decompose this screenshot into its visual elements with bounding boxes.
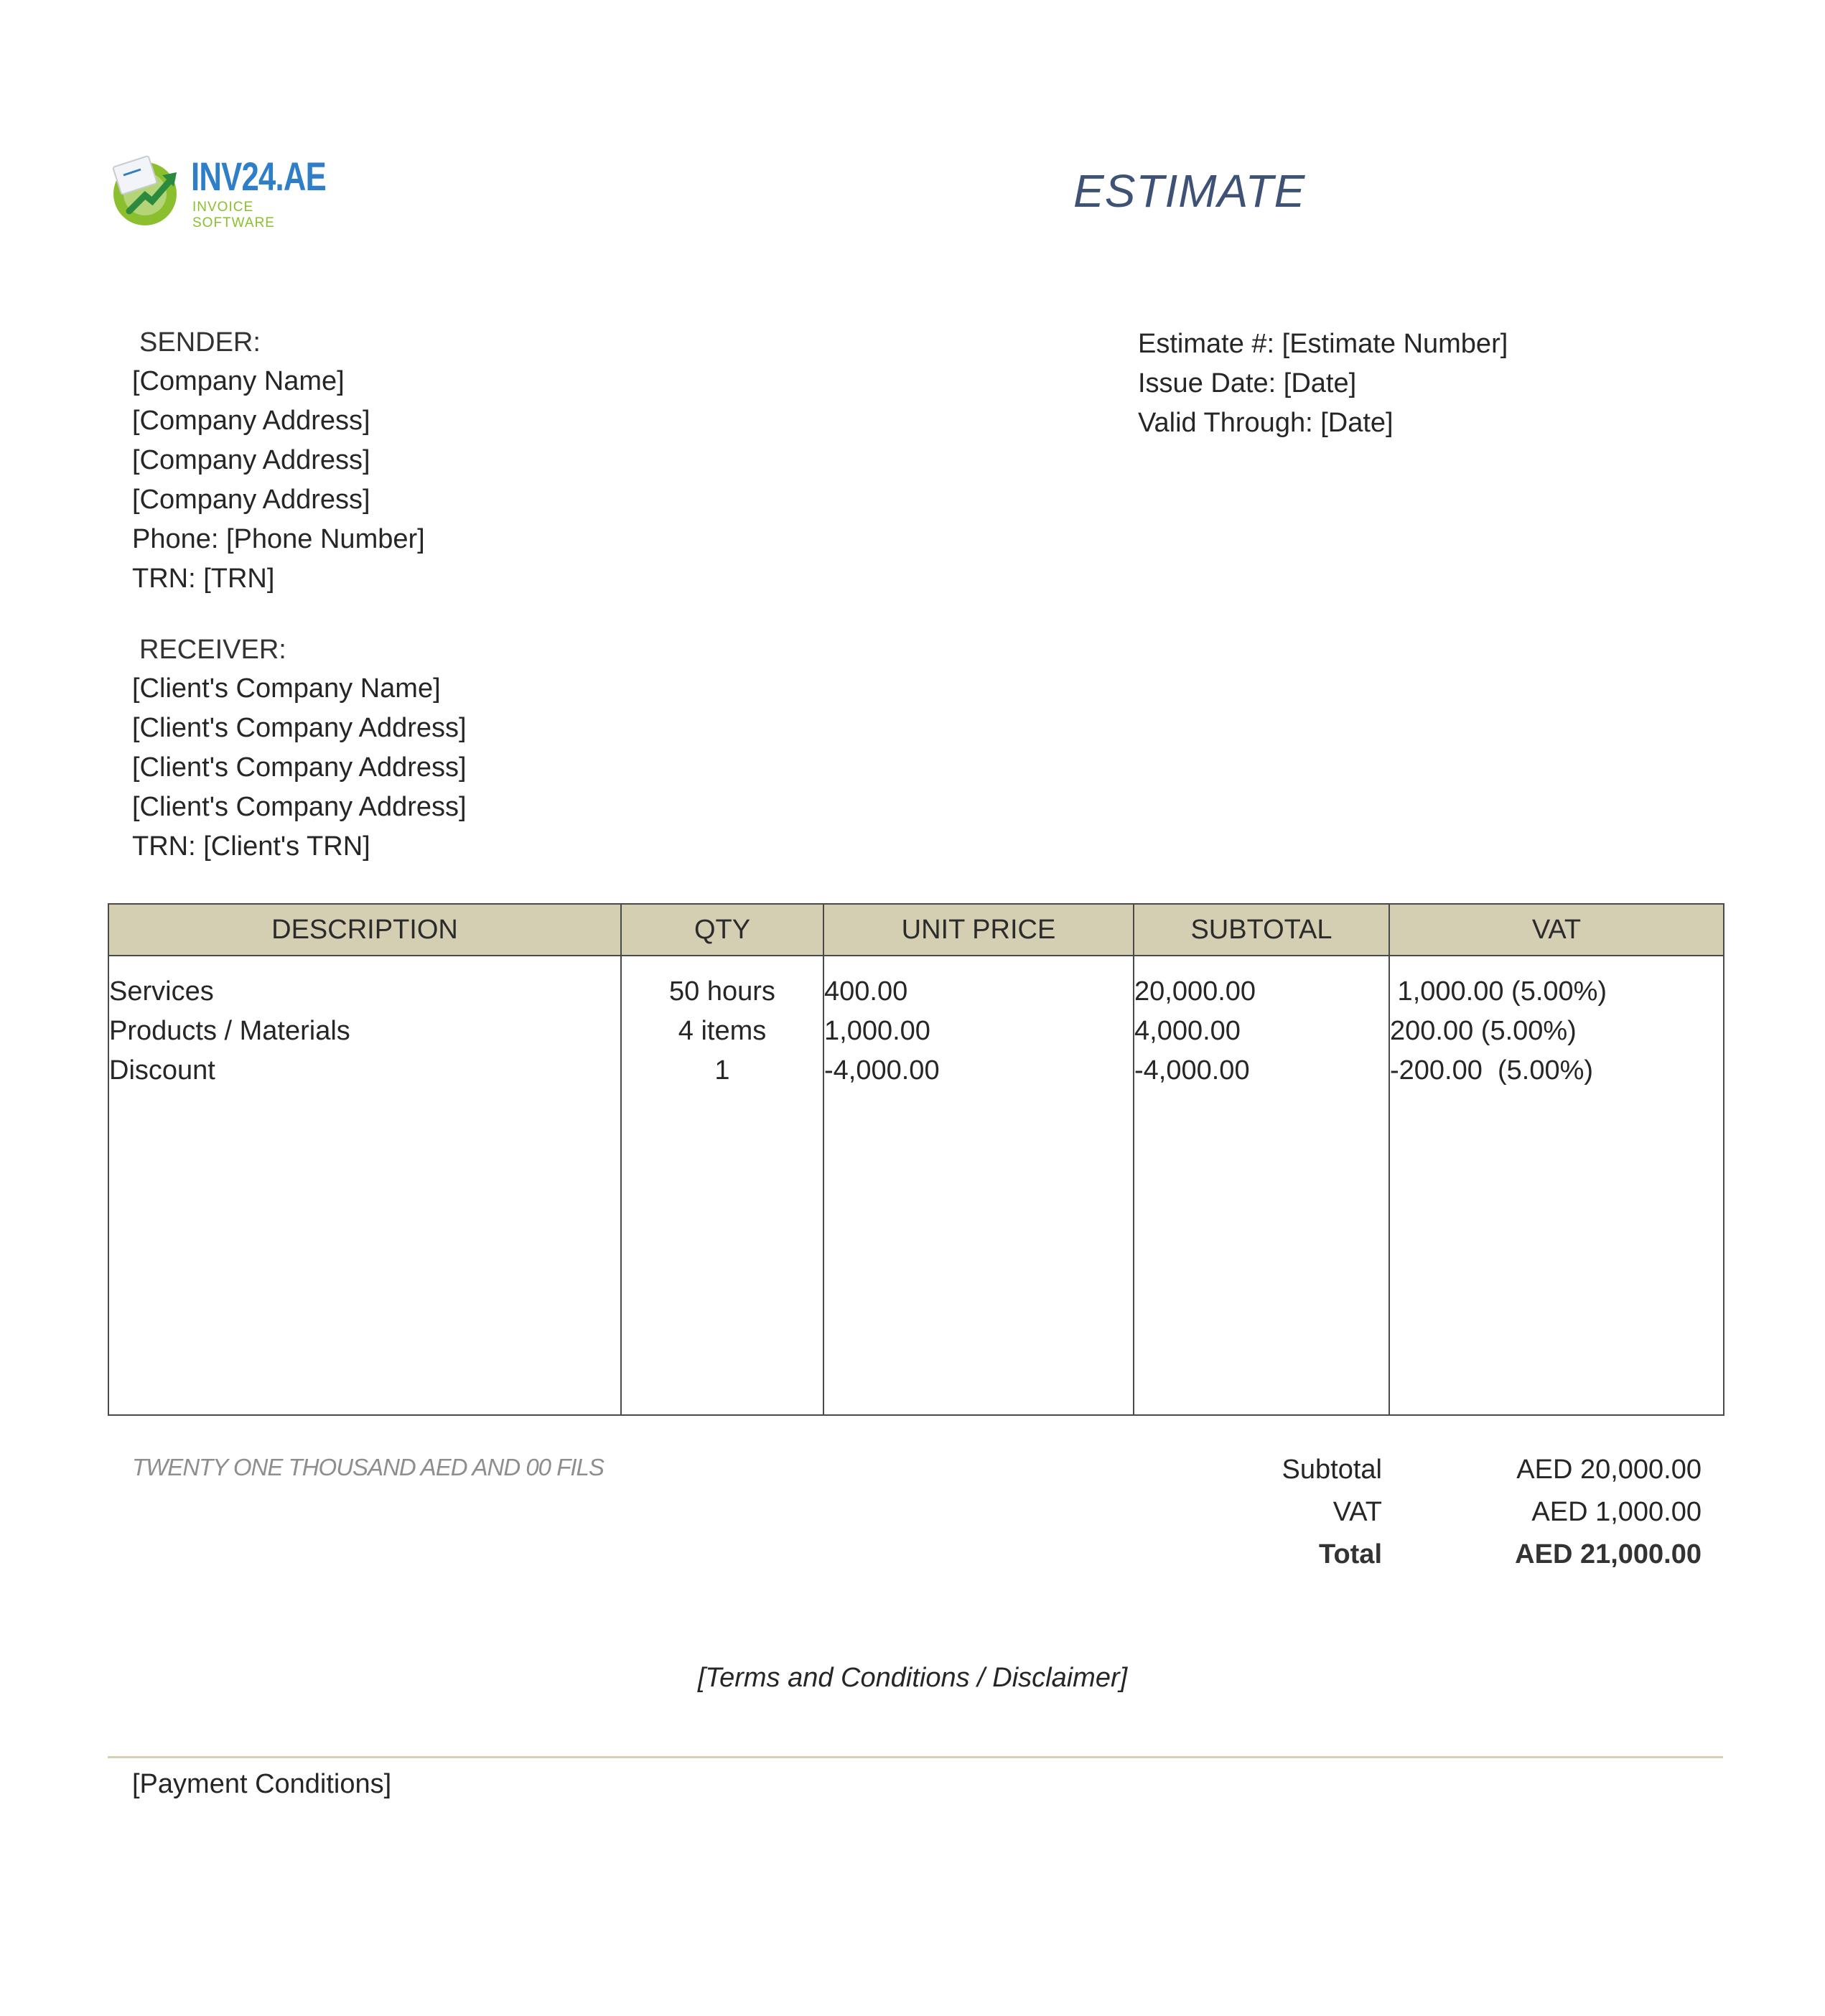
sender-block <box>132 325 425 599</box>
sender-line: TRN: [TRN] <box>132 564 275 594</box>
subtotal-label: Subtotal <box>1282 1455 1382 1485</box>
receiver-line: [Client's Company Address] <box>132 752 467 783</box>
item-qty: 4 items <box>678 1016 767 1046</box>
estimate-number: Estimate #: [Estimate Number] <box>1138 329 1508 359</box>
logo-emblem-icon <box>108 151 188 230</box>
item-vat: -200.00 (5.00%) <box>1390 1055 1594 1086</box>
header-unit-price: UNIT PRICE <box>823 904 1134 956</box>
total-label: Total <box>1319 1539 1382 1569</box>
amount-in-words: TWENTY ONE THOUSAND AED AND 00 FILS <box>132 1454 604 1480</box>
sender-line: [Company Address] <box>132 485 370 515</box>
terms-and-conditions: [Terms and Conditions / Disclaimer] <box>697 1663 1128 1693</box>
vat-row <box>1206 1491 1702 1534</box>
qty-column <box>621 956 823 1415</box>
receiver-block <box>132 632 467 867</box>
item-unit-price: -4,000.00 <box>824 1055 940 1086</box>
subtotal-value: AED 20,000.00 <box>1516 1455 1702 1485</box>
subtotal-column <box>1134 956 1389 1415</box>
totals-block <box>1206 1449 1702 1576</box>
footer-divider <box>108 1756 1723 1758</box>
sender-line: Phone: [Phone Number] <box>132 524 425 554</box>
line-items-table <box>108 903 1724 1416</box>
receiver-line: [Client's Company Name] <box>132 673 441 704</box>
item-vat: 200.00 (5.00%) <box>1390 1016 1577 1046</box>
item-subtotal: -4,000.00 <box>1134 1055 1250 1086</box>
item-qty: 1 <box>714 1055 730 1086</box>
header-vat: VAT <box>1389 904 1724 956</box>
header-description: DESCRIPTION <box>108 904 621 956</box>
vat-column <box>1389 956 1724 1415</box>
item-subtotal: 4,000.00 <box>1134 1016 1241 1046</box>
table-body <box>108 956 1724 1415</box>
issue-date: Issue Date: [Date] <box>1138 368 1357 398</box>
item-subtotal: 20,000.00 <box>1134 976 1256 1007</box>
subtotal-row <box>1206 1449 1702 1491</box>
item-qty: 50 hours <box>669 976 775 1007</box>
total-row <box>1206 1534 1702 1576</box>
table-header-row <box>108 904 1724 956</box>
logo-wordmark: INV24.AE <box>191 154 326 199</box>
document-title: ESTIMATE <box>1073 165 1306 217</box>
estimate-meta <box>1138 325 1508 443</box>
header-subtotal: SUBTOTAL <box>1134 904 1389 956</box>
item-description: Services <box>109 976 214 1007</box>
unit-price-column <box>823 956 1134 1415</box>
total-value: AED 21,000.00 <box>1515 1539 1702 1569</box>
receiver-line: [Client's Company Address] <box>132 792 467 822</box>
item-vat: 1,000.00 (5.00%) <box>1390 976 1607 1007</box>
company-logo <box>108 151 337 230</box>
payment-conditions: [Payment Conditions] <box>132 1769 392 1799</box>
vat-label: VAT <box>1332 1497 1382 1527</box>
receiver-line: TRN: [Client's TRN] <box>132 831 370 862</box>
sender-line: [Company Name] <box>132 366 345 396</box>
item-description: Discount <box>109 1055 215 1086</box>
valid-through: Valid Through: [Date] <box>1138 408 1394 438</box>
sender-line: [Company Address] <box>132 406 370 436</box>
item-description: Products / Materials <box>109 1016 350 1046</box>
receiver-line: [Client's Company Address] <box>132 713 467 743</box>
vat-value: AED 1,000.00 <box>1531 1497 1702 1527</box>
item-unit-price: 1,000.00 <box>824 1016 930 1046</box>
header-qty: QTY <box>621 904 823 956</box>
sender-line: [Company Address] <box>132 445 370 475</box>
description-column <box>108 956 621 1415</box>
item-unit-price: 400.00 <box>824 976 908 1007</box>
sender-label: SENDER: <box>139 327 261 358</box>
logo-tagline: INVOICE SOFTWARE <box>192 200 275 230</box>
receiver-label: RECEIVER: <box>139 635 286 665</box>
